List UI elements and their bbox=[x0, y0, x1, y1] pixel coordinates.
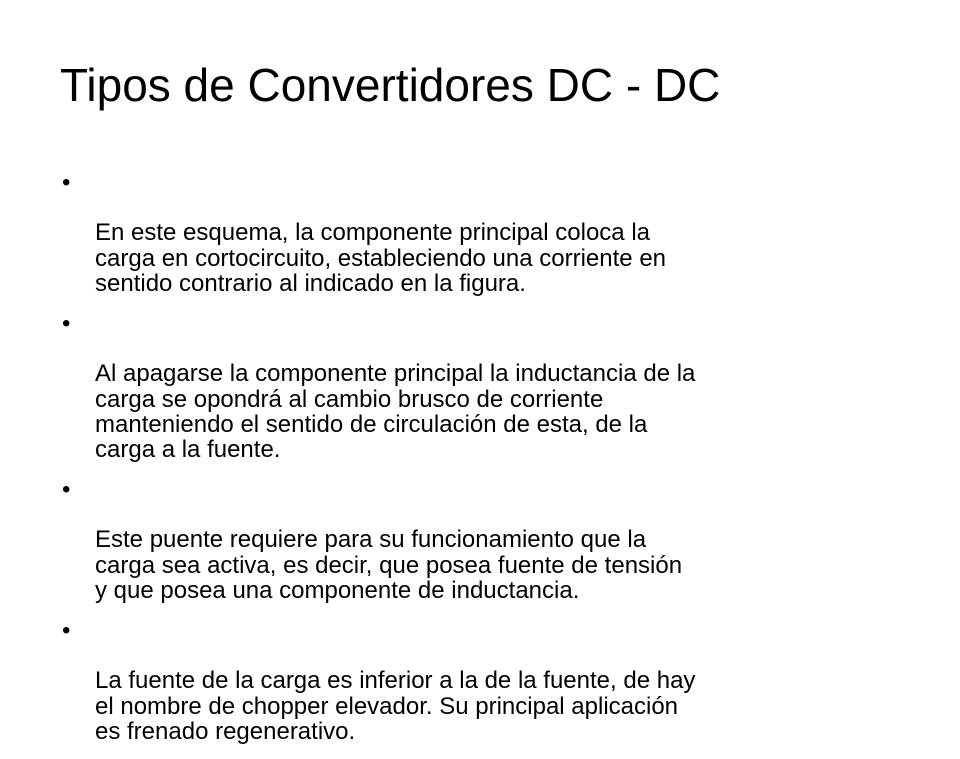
bullet-item bbox=[62, 618, 912, 744]
bullet-marker: • bbox=[62, 309, 71, 337]
bullet-text: Al apagarse la componente principal la inductancia de la carga se opondrá al cambio brusco de corriente manteniendo el sentido de circulación de esta, de la carga a la fuente. bbox=[95, 360, 696, 463]
bullet-marker: • bbox=[62, 476, 71, 504]
bullet-item bbox=[62, 170, 912, 296]
bullet-text: Este puente requiere para su funcionamiento que la carga sea activa, es decir, que posea fuente de tensión y que posea una componente de inductancia. bbox=[95, 526, 683, 604]
bullet-item bbox=[62, 477, 912, 603]
bullet-text: En este esquema, la componente principal coloca la carga en cortocircuito, estableciendo una corriente en sentido contrario al indicado en la figura. bbox=[95, 219, 667, 297]
bullet-list bbox=[62, 170, 912, 759]
bullet-marker: • bbox=[62, 617, 71, 644]
bullet-text: La fuente de la carga es inferior a la de la fuente, de hay el nombre de chopper elevador. Su principal aplicación es frenado regenerativo. bbox=[95, 667, 696, 745]
bullet-marker: • bbox=[62, 169, 71, 196]
bullet-item bbox=[62, 311, 912, 462]
slide-title: Tipos de Convertidores DC - DC bbox=[60, 59, 721, 111]
